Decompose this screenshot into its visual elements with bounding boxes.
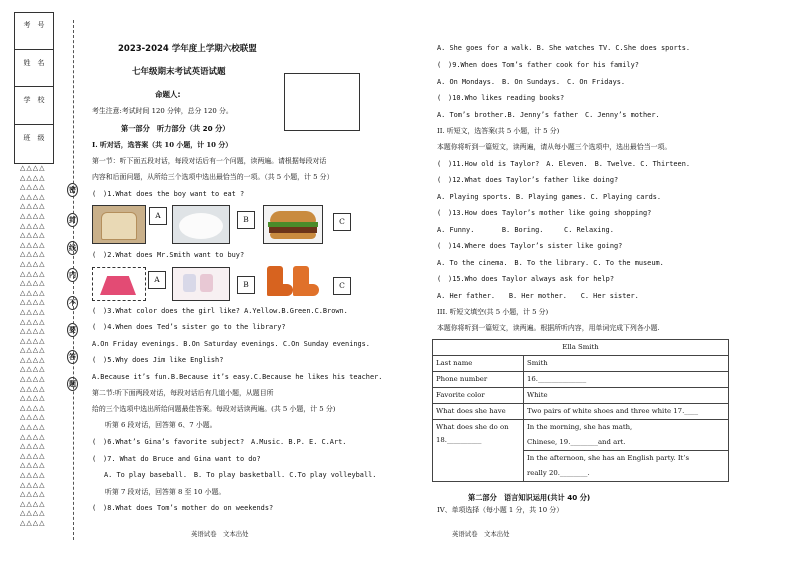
fill-in-table <box>432 339 729 482</box>
question-15-options: A. Her father. B. Her mother. C. Her sister. <box>437 292 639 300</box>
triangle-row: △△△△ <box>20 173 46 182</box>
triangle-row: △△△△ <box>20 240 46 249</box>
table-row: What does she have Two pairs of white shoes and three white 17.____ <box>433 404 729 420</box>
triangle-row: △△△△ <box>20 490 46 499</box>
boots-image <box>263 264 321 300</box>
student-info-box <box>14 12 54 164</box>
section3-heading: III. 听短文填空(共 5 小题，计 5 分) <box>437 308 549 316</box>
triangle-row: △△△△ <box>20 327 46 336</box>
question-5-options: A.Because it’s fun.B.Because it’s easy.C.Because he likes his teacher. <box>92 373 383 381</box>
seal-char: 封 <box>67 213 78 227</box>
triangle-row: △△△△ <box>20 307 46 316</box>
table-row: Favorite color White <box>433 388 729 404</box>
triangle-row: △△△△ <box>20 317 46 326</box>
seal-char: 内 <box>67 268 78 282</box>
triangle-row: △△△△ <box>20 432 46 441</box>
triangle-row: △△△△ <box>20 269 46 278</box>
table-title: Ella Smith <box>433 340 729 356</box>
triangle-row: △△△△ <box>20 279 46 288</box>
blank-19[interactable]: Chinese, 19.________and art. <box>527 438 626 446</box>
triangle-row: △△△△ <box>20 509 46 518</box>
triangle-row: △△△△ <box>20 211 46 220</box>
triangle-row: △△△△ <box>20 413 46 422</box>
question-4-options: A.On Friday evenings. B.On Saturday evenings. C.On Sunday evenings. <box>92 340 370 348</box>
triangle-row: △△△△ <box>20 394 46 403</box>
name-cell: 姓 名 <box>15 49 53 87</box>
question-12-options: A. Playing sports. B. Playing games. C. Playing cards. <box>437 193 662 201</box>
table-row: Phone number 16.______________ <box>433 372 729 388</box>
question-7: ( )7. What do Bruce and Gina want to do? <box>92 455 261 463</box>
triangle-row: △△△△ <box>20 298 46 307</box>
exam-notice: 考生注意:考试时间 120 分钟，总分 120 分。 <box>92 107 233 115</box>
section3-intro: 本题你将听到一篇短文，读两遍。根据所听内容，用单词完成下列各小题. <box>437 324 660 332</box>
triangle-row: △△△△ <box>20 442 46 451</box>
option-b-box: B <box>237 276 255 294</box>
triangle-row: △△△△ <box>20 375 46 384</box>
triangle-row: △△△△ <box>20 231 46 240</box>
blank-17[interactable]: Two pairs of white shoes and three white 17.____ <box>524 404 729 420</box>
seal-char: 线 <box>67 241 78 255</box>
listen-instruction: 听第 7 段对话，回答第 8 至 10 小题。 <box>105 488 226 496</box>
triangle-row: △△△△ <box>20 192 46 201</box>
bread-image <box>92 205 146 244</box>
blank-18[interactable]: 18.__________ <box>436 436 482 444</box>
option-a-box: A <box>149 207 167 225</box>
question-2: ( )2.What does Mr.Smith want to buy? <box>92 251 245 259</box>
option-b-box: B <box>237 211 255 229</box>
triangle-row: △△△△ <box>20 288 46 297</box>
seal-char: 要 <box>67 323 78 337</box>
triangle-row: △△△△ <box>20 518 46 527</box>
question-8: ( )8.What does Tom’s mother do on weekends? <box>92 504 274 512</box>
triangle-row: △△△△ <box>20 336 46 345</box>
question-7-options: A. To play baseball. B. To play basketball. C.To play volleyball. <box>104 471 377 479</box>
part1-heading: 第一部分 听力部分（共 20 分） <box>121 124 230 133</box>
option-c-box: C <box>333 277 351 295</box>
seal-char: 题 <box>67 377 78 391</box>
triangle-row: △△△△ <box>20 384 46 393</box>
triangle-row: △△△△ <box>20 451 46 460</box>
question-8-options: A. She goes for a walk. B. She watches TV. C.She does sports. <box>437 44 691 52</box>
part2-heading: 第二部分 语言知识运用(共计 40 分) <box>468 493 591 502</box>
triangle-row: △△△△ <box>20 355 46 364</box>
class-cell: 班 级 <box>15 124 53 164</box>
rice-image <box>172 205 230 244</box>
page-footer: 英语试卷 文本出处 <box>191 530 249 538</box>
question-3: ( )3.What color does the girl like? A.Yellow.B.Green.C.Brown. <box>92 307 348 315</box>
option-a-box: A <box>148 271 166 289</box>
triangle-row: △△△△ <box>20 202 46 211</box>
triangle-row: △△△△ <box>20 346 46 355</box>
triangle-row: △△△△ <box>20 365 46 374</box>
section2-heading: II. 听短文，选答案(共 5 小题，计 5 分) <box>437 127 560 135</box>
section2-intro: 本题你将听到一篇短文，读两遍，请从每小题三个选项中，选出最恰当一项。 <box>437 143 672 151</box>
section2-intro: 给的三个选项中选出所给问题最佳答案。每段对话读两遍。(共 5 小题，计 5 分) <box>92 405 336 413</box>
table-row: Last name Smith <box>433 356 729 372</box>
exam-title: 2023-2024 学年度上学期六校联盟 <box>118 44 257 54</box>
question-11: ( )11.How old is Taylor? A. Eleven. B. Twelve. C. Thirteen. <box>437 160 690 168</box>
triangle-row: △△△△ <box>20 471 46 479</box>
section1-heading: I. 听对话，选答案（共 10 小题，计 10 分） <box>92 141 233 149</box>
question-13-options: A. Funny. B. Boring. C. Relaxing. <box>437 226 614 234</box>
blank-16[interactable]: 16.______________ <box>524 372 729 388</box>
question-9: ( )9.When does Tom’s father cook for his family? <box>437 61 639 69</box>
question-10-options: A. Tom’s brother.B. Jenny’s father C. Jenny’s mother. <box>437 111 660 119</box>
question-1: ( )1.What does the boy want to eat ? <box>92 190 245 198</box>
table-row: In the afternoon, she has an English party. It’s really 20.________. <box>433 451 729 482</box>
listen-instruction: 听第 6 段对话，回答第 6、7 小题。 <box>105 421 217 429</box>
option-c-box: C <box>333 213 351 231</box>
exam-number-cell: 考 号 <box>23 21 45 29</box>
score-box <box>284 73 360 131</box>
question-14-options: A. To the cinema. B. To the library. C. To the museum. <box>437 259 664 267</box>
section4-heading: IV、单项选择（每小题 1 分，共 10 分） <box>437 506 564 514</box>
triangle-row: △△△△ <box>20 403 46 412</box>
seal-char: 答 <box>67 350 78 364</box>
hamburger-image <box>263 205 323 244</box>
question-6: ( )6.What’s Gina’s favorite subject? A.Music. B.P. E. C.Art. <box>92 438 347 446</box>
question-4: ( )4.When does Ted’s sister go to the library? <box>92 323 286 331</box>
question-12: ( )12.What does Taylor’s father like doing? <box>437 176 619 184</box>
exam-subtitle: 七年级期末考试英语试题 <box>132 67 226 77</box>
table-row: What does she do on 18.__________ In the morning, she has math, Chinese, 19.________and art. <box>433 420 729 451</box>
triangle-row: △△△△ <box>20 183 46 192</box>
question-9-options: A. On Mondays. B. On Sundays. C. On Fridays. <box>437 78 626 86</box>
skirt-image <box>92 267 146 301</box>
question-10: ( )10.Who likes reading books? <box>437 94 565 102</box>
triangle-row: △△△△ <box>20 164 46 172</box>
blank-20[interactable]: really 20.________. <box>527 469 590 477</box>
triangle-row: △△△△ <box>20 461 46 470</box>
school-cell: 学 校 <box>15 86 53 125</box>
section1-intro: 第一节：听下面五段对话，每段对话后有一个问题，读两遍。请根据每段对话 <box>92 157 327 165</box>
section2-intro: 第二节:听下面两段对话，每段对话后有几道小题，从题目所 <box>92 389 274 397</box>
triangle-column <box>20 164 46 529</box>
triangle-row: △△△△ <box>20 480 46 489</box>
page-footer: 英语试卷 文本出处 <box>452 530 510 538</box>
triangle-row: △△△△ <box>20 250 46 259</box>
question-15: ( )15.Who does Taylor always ask for help? <box>437 275 614 283</box>
question-14: ( )14.Where does Taylor’s sister like going? <box>437 242 623 250</box>
section1-intro: 内容和后面问题，从所给三个选项中选出最恰当的一项。（共 5 小题，计 5 分） <box>92 173 334 181</box>
question-5: ( )5.Why does Jim like English? <box>92 356 224 364</box>
socks-image <box>172 267 230 301</box>
triangle-row: △△△△ <box>20 221 46 230</box>
triangle-row: △△△△ <box>20 499 46 508</box>
question-13: ( )13.How does Taylor’s mother like going shopping? <box>437 209 652 217</box>
author-label: 命题人: <box>155 90 181 99</box>
seal-char: 密 <box>67 183 78 197</box>
triangle-row: △△△△ <box>20 259 46 268</box>
triangle-row: △△△△ <box>20 423 46 432</box>
seal-char: 不 <box>67 296 78 310</box>
